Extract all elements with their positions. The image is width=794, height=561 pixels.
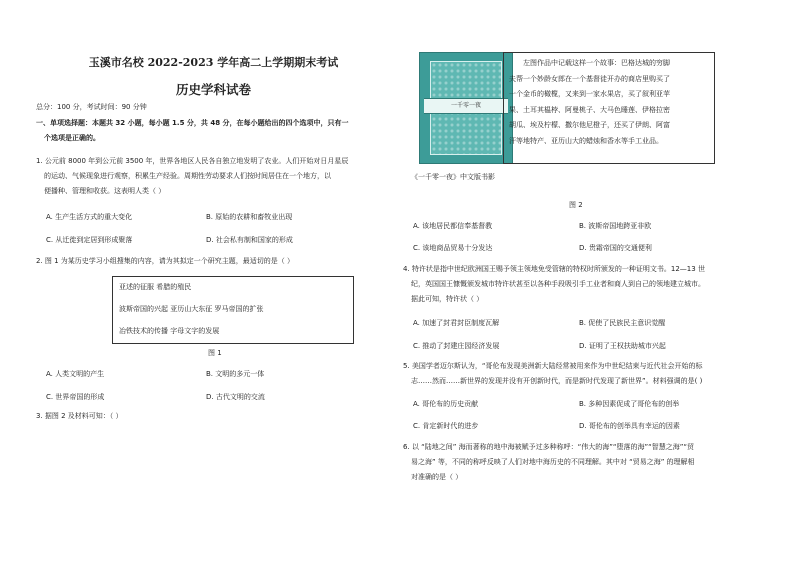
q3-material-line: 果、土耳其榅桲、阿曼桃子、大马色睡莲、伊格拉密 [509,105,670,114]
q6-line: 易之海” 等，不同的称呼反映了人们对地中海历史的不同理解。其中对 “贸易之海” 的理解相 [411,458,695,466]
exam-subtitle: 历史学科试卷 [175,82,251,97]
q4-line: 据此可知，特许状（ ） [411,295,484,303]
book-caption: 《一千零一夜》中文版书影 [411,173,495,181]
q5-option-d[interactable]: D. 哥伦布的创举具有幸运的因素 [579,422,680,430]
q2-box-row: 冶铁技术的传播 字母文字的发展 [119,327,220,335]
q2-box-row: 波斯帝国的兴起 亚历山大东征 罗马帝国的扩张 [119,305,264,313]
q4-option-c[interactable]: C. 推动了封建庄园经济发展 [413,342,500,350]
q1-option-a[interactable]: A. 生产生活方式的重大变化 [46,213,133,221]
q3-option-b[interactable]: B. 波斯帝国地跨亚非欧 [579,222,652,230]
q3-option-c[interactable]: C. 该地商品贸易十分发达 [413,244,493,252]
q5-line: 志……然而……新世界的发现并没有开创新时代，而是新时代发现了新世界”。材料强调的是( ) [411,377,703,385]
q3-material-line: 夫帮一个妙龄女郎在一个基督徒开办的商店里购买了 [509,74,670,83]
q3-material-line: 汗等地特产、亚历山大的蜡烛和香水等手工业品。 [509,136,663,145]
q2-box-row: 亚述的征服 希腊的殖民 [119,283,192,291]
q2-option-b[interactable]: B. 文明的多元一体 [206,370,265,378]
q1-line: 的运动、气候现象进行观察，积累生产经验。周期性劳动要求人们按时间居住在一个地方，以 [44,172,331,180]
q2-figure-box [112,276,354,344]
q5-option-b[interactable]: B. 多种因素促成了哥伦布的创举 [579,400,680,408]
section-heading: 一、单项选择题：本题共 32 小题，每小题 1.5 分，共 48 分，在每小题给出的四个选项中，只有一 [36,119,349,127]
q4-option-a[interactable]: A. 加速了封君封臣制度瓦解 [413,319,500,327]
book-cover-title: 一千零一夜 [424,98,508,114]
q5-option-a[interactable]: A. 哥伦布的历史贡献 [413,400,479,408]
q1-option-d[interactable]: D. 社会私有制和国家的形成 [206,236,293,244]
q5-line: 5. 美国学者迈尔斯认为，“哥伦布发现美洲新大陆经常被用来作为中世纪结束与近代社会开始的标 [403,362,703,370]
q4-option-d[interactable]: D. 证明了王权扶助城市兴起 [579,342,666,350]
q1-option-b[interactable]: B. 原始的农耕和畜牧业出现 [206,213,293,221]
q4-line: 纪，英国国王慷慨颁发城市特许状甚至以各种手段吸引手工业者和商人到自己的领地建立城市。 [411,280,705,288]
book-cover-image [419,52,513,164]
q3-material-line: 左图作品中记载这样一个故事：巴格达城的穷脚 [523,59,670,67]
q1-line: 1. 公元前 8000 年到公元前 3500 年，世界各地区人民各自独立地发明了农业。人们开始对日月星辰 [36,157,349,165]
q2-option-d[interactable]: D. 古代文明的交流 [206,393,265,401]
q3-option-a[interactable]: A. 该地居民都信奉基督教 [413,222,493,230]
q3-material-line: 胡瓜、埃及柠檬、撒尔他尼橙子，还买了伊朗、阿富 [509,121,670,129]
q2-stem: 2. 图 1 为某历史学习小组搜集的内容，请为其拟定一个研究主题，最适切的是（ ） [36,257,295,265]
q3-option-d[interactable]: D. 贵霜帝国的交通便利 [579,244,652,252]
q4-line: 4. 特许状是指中世纪欧洲国王赐予领主领地免受管辖的特权时所颁发的一种证明文书。12—13 世 [403,265,705,273]
q1-line: 便播种、管理和收获。这表明人类（ ） [44,187,166,195]
q6-line: 6. 以 “陆地之间” 海而著称的地中海被赋予过多种称呼：“伟大的海”“堕落的海”“智慧之海”“贸 [403,443,694,451]
figure-2-caption: 图 2 [569,201,583,209]
section-heading-cont: 个选项是正确的。 [44,134,100,142]
q1-option-c[interactable]: C. 从迁徙到定居到形成聚落 [46,236,133,244]
figure-1-caption: 图 1 [208,349,222,357]
q2-option-c[interactable]: C. 世界帝国的形成 [46,393,105,401]
q6-line: 对准确的是（ ） [411,473,463,481]
q2-option-a[interactable]: A. 人类文明的产生 [46,370,105,378]
exam-title: 玉溪市名校 2022-2023 学年高二上学期期末考试 [88,56,339,69]
q5-option-c[interactable]: C. 肯定新时代的进步 [413,422,479,430]
exam-info: 总分：100 分，考试时间：90 分钟 [36,103,147,111]
q3-material-box [503,52,715,164]
q3-material-line: 一个金币的橄榄，又来到一家水果店，买了叙利亚苹 [509,90,670,98]
q3-stem: 3. 据图 2 及材料可知：（ ） [36,412,123,420]
q4-option-b[interactable]: B. 促使了民族民主意识觉醒 [579,319,666,327]
